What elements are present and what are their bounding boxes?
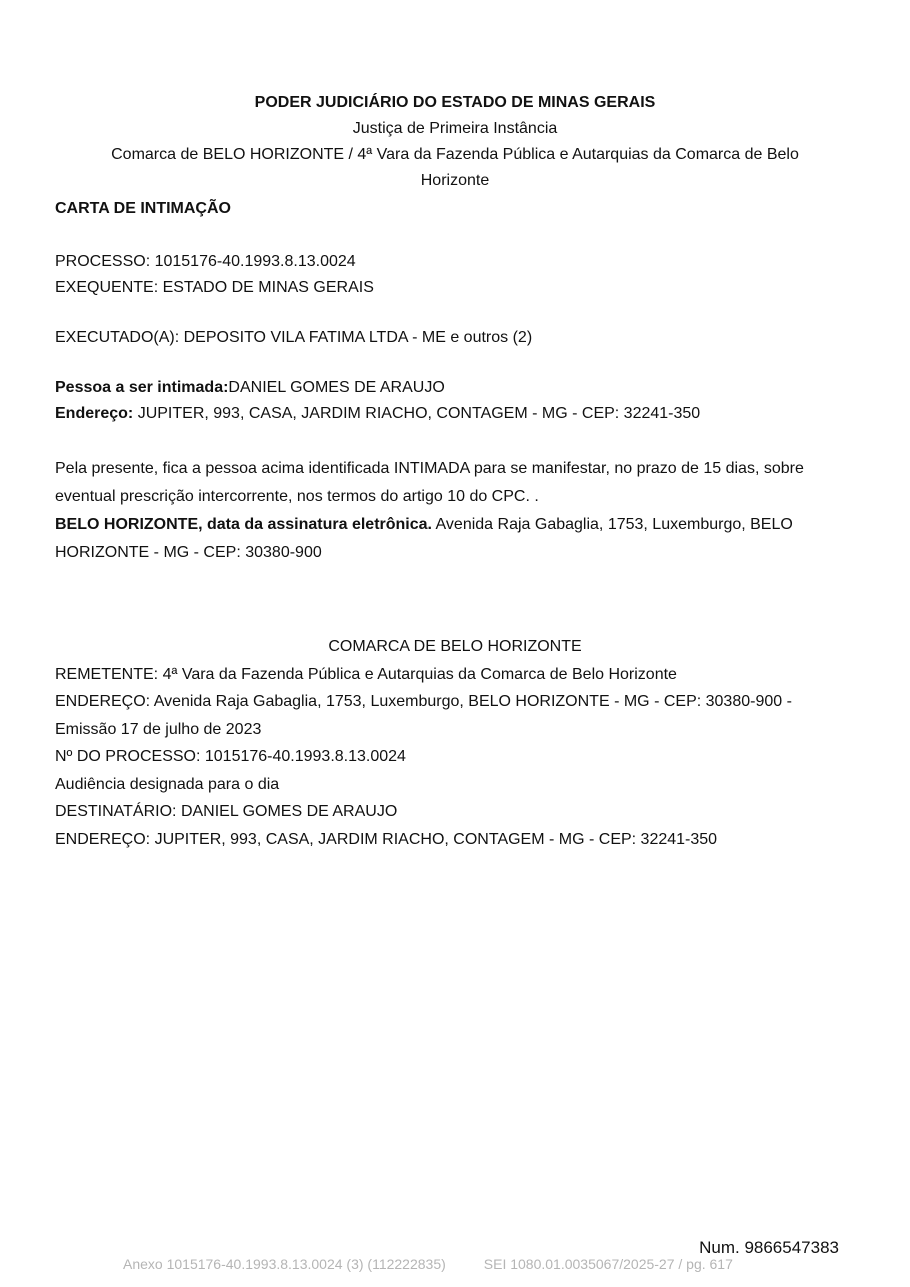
court-instance: Justiça de Primeira Instância [352, 120, 558, 137]
recipient-address-label: Endereço: [55, 405, 134, 422]
envelope-remetente: REMETENTE: 4ª Vara da Fazenda Pública e Autarquias da Comarca de Belo Horizonte [55, 665, 677, 683]
signature-line [55, 511, 855, 539]
recipient-address [55, 401, 855, 427]
document-page [55, 90, 855, 853]
footer-sei: SEI 1080.01.0035067/2025-27 / pg. 617 [483, 1256, 733, 1272]
envelope-numero-processo: Nº DO PROCESSO: 1015176-40.1993.8.13.0024 [55, 748, 406, 765]
recipient-address-value: JUPITER, 993, CASA, JARDIM RIACHO, CONTAGEM - MG - CEP: 32241-350 [133, 405, 701, 422]
body-line-1: Pela presente, fica a pessoa acima identificada INTIMADA para se manifestar, no prazo de 15 dias, sobre [55, 460, 804, 477]
envelope-endereco-destinatario: ENDEREÇO: JUPITER, 993, CASA, JARDIM RIACHO, CONTAGEM - MG - CEP: 32241-350 [55, 830, 718, 848]
document-header [55, 90, 855, 194]
case-exequente: EXEQUENTE: ESTADO DE MINAS GERAIS [55, 279, 374, 296]
document-number: Num. 9866547383 [699, 1238, 839, 1257]
body-line-2: eventual prescrição intercorrente, nos termos do artigo 10 do CPC. . [55, 488, 539, 505]
envelope-block [55, 633, 855, 853]
recipient-person-label: Pessoa a ser intimada: [55, 379, 229, 396]
signature-rest: Avenida Raja Gabaglia, 1753, Luxemburgo, BELO [431, 516, 793, 533]
comarca-line-2: Horizonte [420, 172, 490, 189]
case-processo: PROCESSO: 1015176-40.1993.8.13.0024 [55, 253, 356, 270]
envelope-audiencia: Audiência designada para o dia [55, 775, 280, 793]
document-title: CARTA DE INTIMAÇÃO [55, 200, 231, 217]
footer-meta [123, 1256, 733, 1272]
envelope-emissao: Emissão 17 de julho de 2023 [55, 720, 262, 738]
envelope-endereco: ENDEREÇO: Avenida Raja Gabaglia, 1753, Luxemburgo, BELO HORIZONTE - MG - CEP: 30380-900 - [55, 693, 792, 710]
signature-bold: BELO HORIZONTE, data da assinatura eletrônica. [55, 516, 432, 533]
comarca-line-1: Comarca de BELO HORIZONTE / 4ª Vara da Fazenda Pública e Autarquias da Comarca de Belo [111, 146, 799, 163]
case-executado: EXECUTADO(A): DEPOSITO VILA FATIMA LTDA - ME e outros (2) [55, 329, 533, 346]
envelope-destinatario: DESTINATÁRIO: DANIEL GOMES DE ARAUJO [55, 803, 398, 820]
recipient-person-value: DANIEL GOMES DE ARAUJO [228, 379, 445, 396]
signature-line-2: HORIZONTE - MG - CEP: 30380-900 [55, 544, 322, 561]
recipient-person [55, 375, 855, 401]
envelope-comarca: COMARCA DE BELO HORIZONTE [328, 638, 582, 655]
footer-anexo: Anexo 1015176-40.1993.8.13.0024 (3) (112222835) [123, 1256, 446, 1272]
court-name: PODER JUDICIÁRIO DO ESTADO DE MINAS GERAIS [254, 94, 656, 111]
